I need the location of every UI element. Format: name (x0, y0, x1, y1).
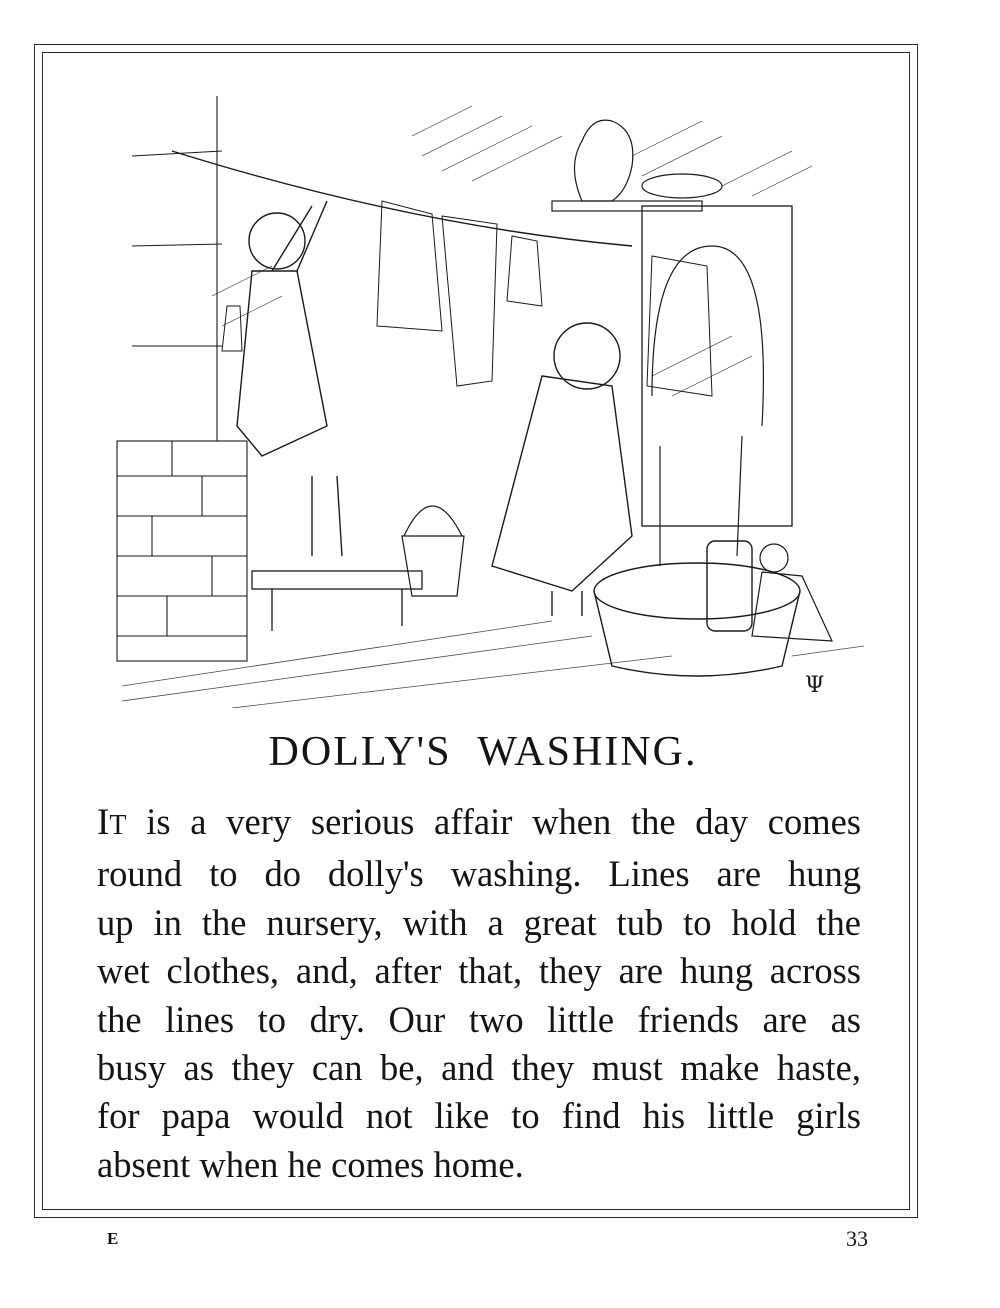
hanging-clothes (222, 201, 712, 396)
washing-illustration (112, 96, 864, 708)
small-cap-letter: T (109, 810, 127, 841)
girl-at-tub (492, 323, 632, 616)
page-number: 33 (846, 1226, 868, 1251)
text-line-3: up in the nursery, with a great tub to hold the (97, 901, 861, 943)
artist-monogram: Ψ (805, 673, 825, 698)
text-line-8: absent when he comes home. (97, 1143, 524, 1185)
text-line-6: busy as they can be, and they must make haste, (97, 1047, 861, 1089)
story-text (97, 798, 861, 1189)
text-line-5: the lines to dry. Our two little friends are as (97, 998, 861, 1040)
basket (402, 506, 464, 596)
page-title: DOLLY'S WASHING. (268, 729, 698, 775)
drop-initial: I (97, 802, 110, 843)
signature-mark: E (107, 1229, 119, 1248)
text-line-4: wet clothes, and, after that, they are hung across (97, 950, 861, 992)
washtub (594, 541, 800, 676)
text-line-2: round to do dolly's washing. Lines are hung (97, 853, 861, 895)
text-line-1: IT is a very serious affair when the day comes (97, 801, 861, 843)
clothes-line (172, 151, 632, 246)
girl-on-stool (237, 201, 342, 556)
cabinet (642, 206, 792, 526)
shelf-with-pitcher (552, 120, 722, 211)
text-line-7: for papa would not like to find his little girls (97, 1095, 861, 1137)
stool (252, 571, 422, 631)
stone-wall (117, 96, 247, 661)
background-hatching (212, 106, 812, 396)
